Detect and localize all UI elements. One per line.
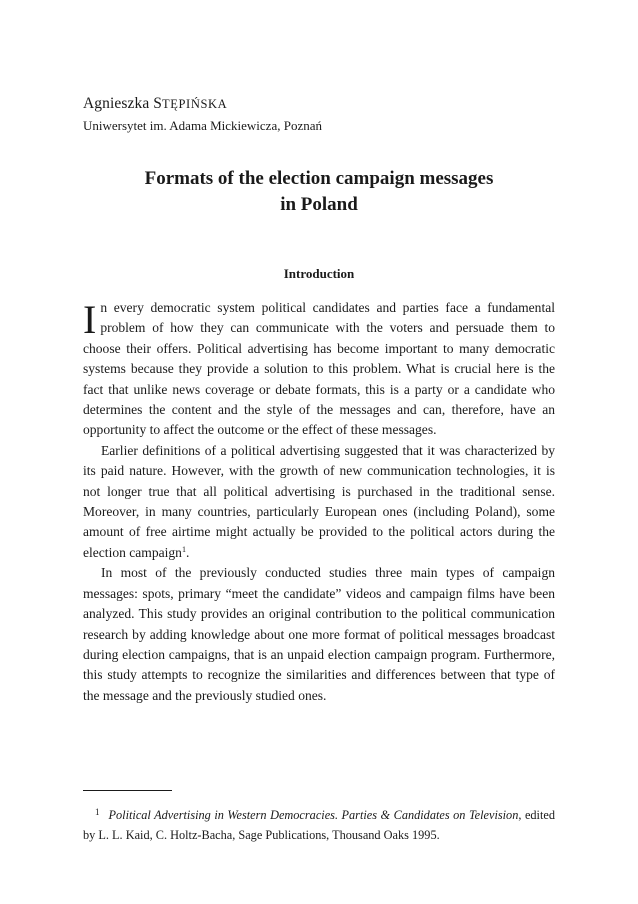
author-first-name: Agnieszka xyxy=(83,95,154,112)
footnote-citation: , edited by L. L. Kaid, C. Holtz-Bacha, Sage Publications, Thousand Oaks 1995. xyxy=(83,808,555,842)
paragraph-3-text: In most of the previously conducted studies three main types of campaign messages: spots, primary “meet the candidate” videos and campaign films have been analyzed. This study provides an original contribution to the political communication research by adding knowledge about one more format of political messages broadcast during election campaigns, that is an unpaid election campaign program. Furthermore, this study attempts to recognize the similarities and differences between that type of the message and the previously studied ones. xyxy=(83,565,555,703)
footnote-number: 1 xyxy=(95,807,100,817)
footnote-divider xyxy=(83,790,172,791)
author-affiliation: Uniwersytet im. Adama Mickiewicza, Poznań xyxy=(83,118,322,133)
drop-cap: I xyxy=(83,297,97,342)
paragraph-2-text: Earlier definitions of a political advertising suggested that it was characterized by its paid nature. However, with the growth of new communication technologies, it is not longer true that all political advertising is purchased in the traditional sense. Moreover, in many countries, particularly European ones (including Poland), some amount of free airtime might actually be provided to the political actors during the election campaign xyxy=(83,442,555,560)
footnote-reference: 1 xyxy=(181,544,186,554)
footnote xyxy=(83,805,555,845)
title-line-1: Formats of the election campaign messages xyxy=(144,168,494,189)
body-text xyxy=(83,298,555,706)
author-name xyxy=(83,95,227,113)
paragraph-2-end: . xyxy=(185,544,190,560)
author-last-initial: S xyxy=(153,95,163,112)
author-last-name-smallcaps: TĘPIŃSKA xyxy=(162,97,228,111)
paragraph-2 xyxy=(83,441,555,563)
paragraph-1-text: n every democratic system political candidates and parties face a fundamental problem of how they can communicate with the voters and persuade them to choose their offers. Political advertising has become important to many democratic systems because they provide a solution to this problem. What is crucial here is the fact that unlike news coverage or debate formats, this is a party or a candidate who determines the content and the style of the messages and can, therefore, have an opportunity to affect the outcome or the effect of these messages. xyxy=(83,300,555,438)
section-heading-introduction: Introduction xyxy=(283,266,355,281)
paragraph-3 xyxy=(83,563,555,706)
paragraph-1 xyxy=(83,298,555,441)
title-line-2: in Poland xyxy=(280,194,358,215)
footnote-book-title: Political Advertising in Western Democracies. Parties & Candidates on Television xyxy=(108,808,519,822)
paper-title xyxy=(83,166,555,218)
